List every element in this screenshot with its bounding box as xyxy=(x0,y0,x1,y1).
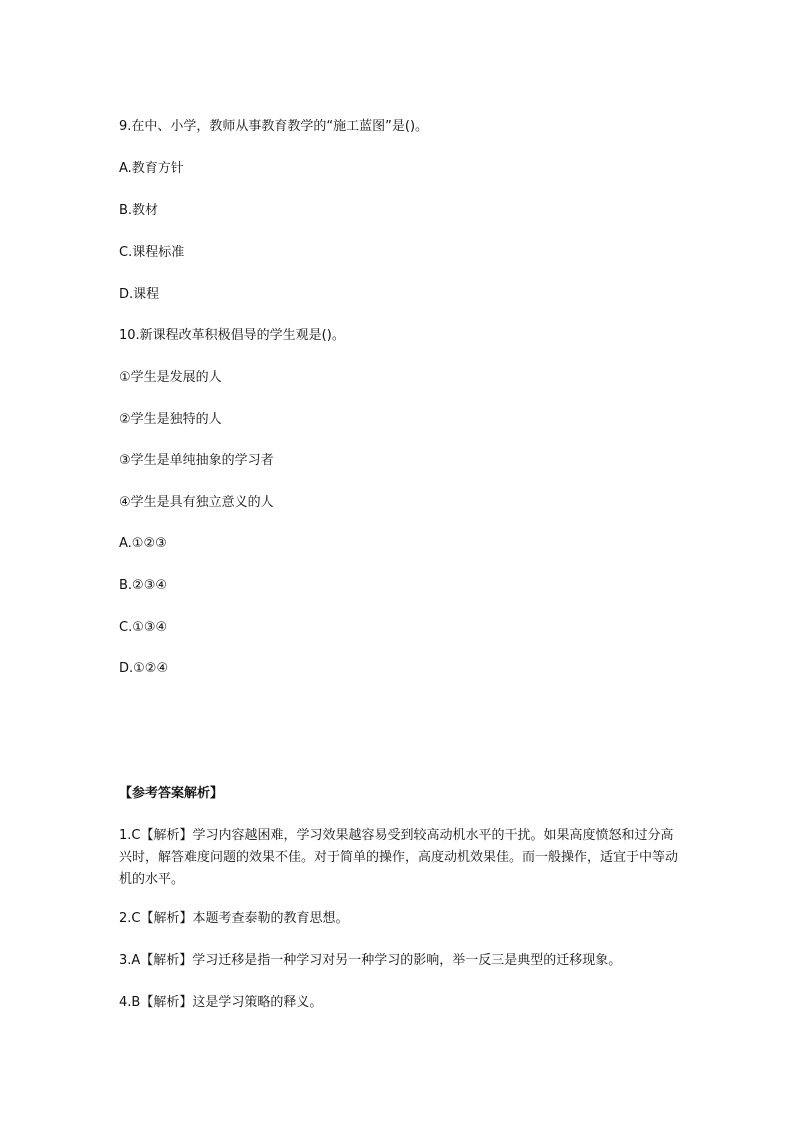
question-10-option-b: B.②③④ xyxy=(119,578,168,593)
question-10-statement-3: ③学生是单纯抽象的学习者 xyxy=(119,453,274,468)
question-10-statement-4: ④学生是具有独立意义的人 xyxy=(119,495,274,510)
question-10-statement-2: ②学生是独特的人 xyxy=(119,412,222,427)
question-9-option-c: C.课程标准 xyxy=(119,245,185,260)
answer-1: 1.C【解析】学习内容越困难，学习效果越容易受到较高动机水平的干扰。如果高度愤怒和过分高兴时，解答难度问题的效果不佳。对于简单的操作，高度动机效果佳。而一般操作，适宜于中等动机的水平。 xyxy=(119,828,679,887)
question-9-option-a: A.教育方针 xyxy=(119,161,184,176)
question-10-option-d: D.①②④ xyxy=(119,661,169,676)
question-10-option-c: C.①③④ xyxy=(119,620,168,635)
answer-2: 2.C【解析】本题考查泰勒的教育思想。 xyxy=(119,911,349,926)
question-10-option-a: A.①②③ xyxy=(119,536,167,551)
answer-3: 3.A【解析】学习迁移是指一种学习对另一种学习的影响，举一反三是典型的迁移现象。 xyxy=(119,953,622,968)
question-9-option-b: B.教材 xyxy=(119,203,159,218)
answer-4: 4.B【解析】这是学习策略的释义。 xyxy=(119,995,323,1010)
question-10-stem: 10.新课程改革积极倡导的学生观是()。 xyxy=(119,328,345,343)
question-9-option-d: D.课程 xyxy=(119,287,160,302)
question-9-stem: 9.在中、小学，教师从事教育教学的“施工蓝图”是()。 xyxy=(119,119,429,134)
question-10-statement-1: ①学生是发展的人 xyxy=(119,370,222,385)
answer-key-heading: 【参考答案解析】 xyxy=(119,786,224,801)
